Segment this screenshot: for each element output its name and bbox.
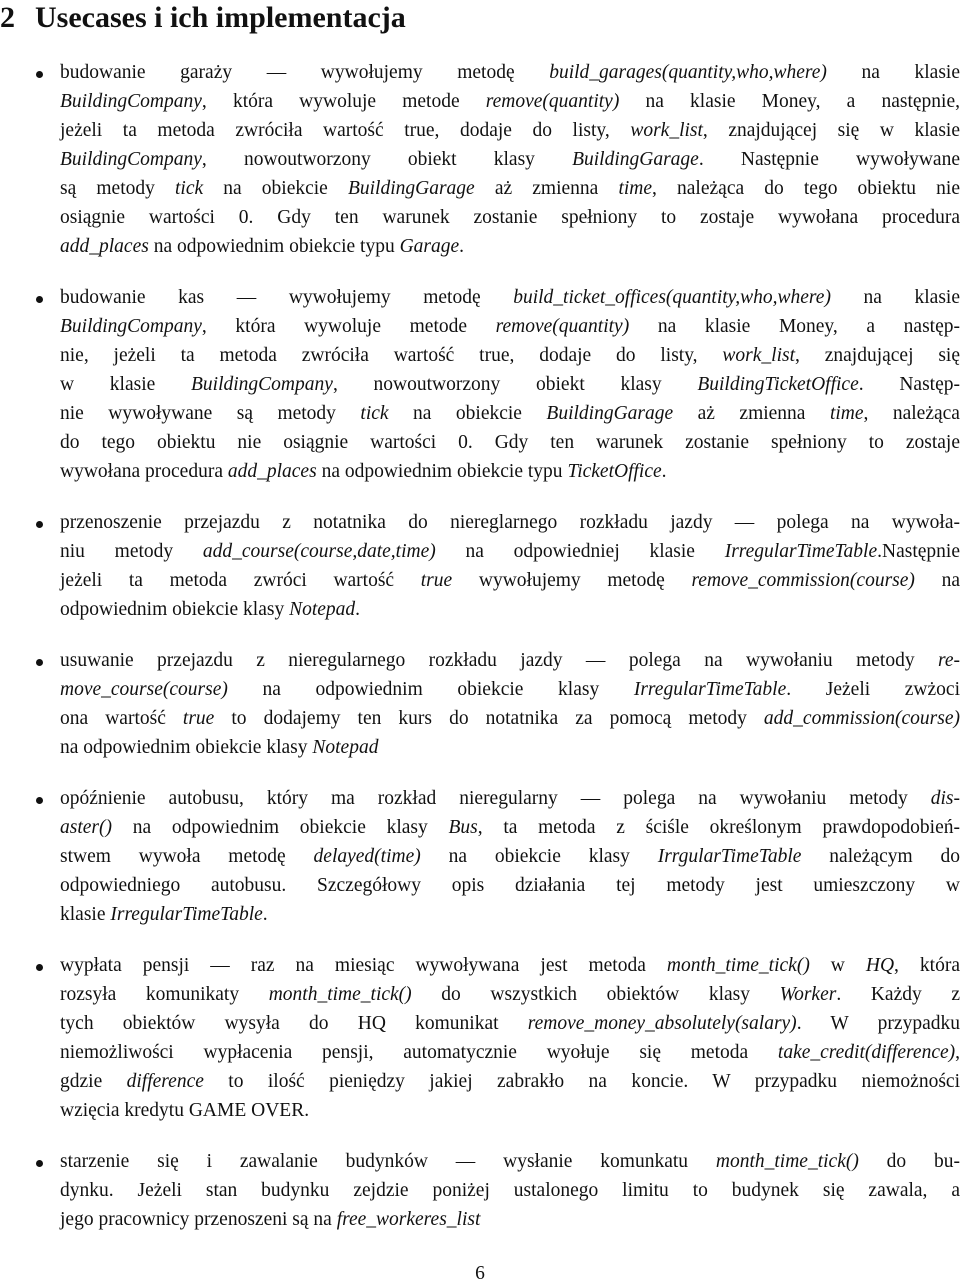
text-span: na klasie — [826, 62, 960, 83]
text-line — [60, 370, 960, 399]
code-term: remove_money_absolutely(salary) — [527, 1013, 797, 1034]
text-span: , która wywoluje metode — [201, 316, 496, 337]
text-span: , znajdującej się w klasie — [702, 120, 960, 141]
code-term: Worker — [779, 984, 837, 1005]
text-span: , nowoutworzony obiekt klasy — [332, 374, 698, 395]
list-item — [0, 951, 960, 1125]
code-term: build_ticket_offices(quantity,who,where) — [513, 287, 831, 308]
text-span: na odpowiednim obiekcie typu — [148, 236, 400, 257]
text-line — [60, 646, 960, 675]
text-line — [60, 283, 960, 312]
text-line — [60, 1147, 960, 1176]
code-term: true — [182, 708, 215, 729]
text-span: . Każdy z — [836, 984, 960, 1005]
text-line — [60, 813, 960, 842]
text-span: do tego obiektu nie osiągnie wartości 0. Gdy ten warunek zostanie spełniony to zostaje — [60, 432, 960, 453]
text-span: . — [262, 904, 268, 925]
text-span: . — [661, 461, 667, 482]
code-term: take_credit(difference) — [777, 1042, 956, 1063]
text-line — [60, 871, 960, 900]
text-line — [60, 312, 960, 341]
list-item — [0, 508, 960, 624]
text-span: jeżeli ta metoda zwróci wartość — [60, 570, 421, 591]
code-term: work_list — [722, 345, 795, 366]
text-span: niemożliwości wypłacenia pensji, automatycznie wyołuje się metoda — [60, 1042, 778, 1063]
code-term: remove_commission(course) — [691, 570, 915, 591]
text-span: na odpowiednim obiekcie klasy — [60, 737, 313, 758]
text-line — [60, 1096, 309, 1125]
text-line — [60, 595, 360, 624]
code-term: difference — [126, 1071, 204, 1092]
text-span: .Następnie — [877, 541, 960, 562]
text-span: dynku. Jeżeli stan budynku zejdzie poniżej ustalonego limitu to budynek się zawala, a — [60, 1180, 960, 1201]
text-span: osiągnie wartości 0. Gdy ten warunek zostanie spełniony to zostaje wywołana procedura — [60, 207, 960, 228]
text-span: opóźnienie autobusu, który ma rozkład nieregularny — polega na wywołaniu metody — [60, 788, 931, 809]
code-term: re- — [937, 650, 960, 671]
text-span: ona wartość — [60, 708, 183, 729]
text-span: na klasie — [830, 287, 960, 308]
text-span: , — [955, 1042, 960, 1063]
text-span: w klasie — [60, 374, 192, 395]
text-span: starzenie się i zawalanie budynków — wysłanie komunkatu — [60, 1151, 716, 1172]
list-item — [0, 1147, 960, 1234]
bullet-icon — [36, 521, 43, 528]
text-span: nie wywoływane są metody — [60, 403, 361, 424]
code-term: add_places — [60, 236, 149, 257]
text-line — [60, 116, 960, 145]
text-line — [60, 675, 960, 704]
bullet-icon — [36, 964, 43, 971]
bullet-icon — [36, 296, 43, 303]
text-span: do wszystkich obiektów klasy — [411, 984, 780, 1005]
code-term: Notepad — [289, 599, 356, 620]
text-span: . — [355, 599, 361, 620]
text-line — [60, 1067, 960, 1096]
text-span: budowanie garaży — wywołujemy metodę — [60, 62, 550, 83]
text-line — [60, 508, 960, 537]
code-term: IrregularTimeTable — [724, 541, 878, 562]
text-span: niu metody — [60, 541, 203, 562]
code-term: Garage — [399, 236, 460, 257]
code-term: move_course(course) — [60, 679, 228, 700]
text-span: w — [809, 955, 866, 976]
text-line — [60, 784, 960, 813]
text-span: , nowoutworzony obiekt klasy — [201, 149, 573, 170]
text-line — [60, 733, 378, 762]
code-term: remove(quantity) — [485, 91, 620, 112]
code-term: BuildingCompany — [60, 149, 202, 170]
text-span: jego pracownicy przenoszeni są na — [60, 1209, 337, 1230]
text-line — [60, 951, 960, 980]
code-term: tick — [174, 178, 204, 199]
section-number: 2 — [0, 1, 15, 34]
text-line — [60, 537, 960, 566]
text-line — [60, 704, 960, 733]
code-term: month_time_tick() — [268, 984, 412, 1005]
code-term: time — [829, 403, 864, 424]
text-span: klasie — [60, 904, 111, 925]
text-line — [60, 341, 960, 370]
code-term: work_list — [630, 120, 703, 141]
code-term: BuildingGarage — [546, 403, 674, 424]
text-line — [60, 87, 960, 116]
text-span: na — [914, 570, 960, 591]
text-line — [60, 232, 464, 261]
text-span: do bu- — [858, 1151, 960, 1172]
text-line — [60, 566, 960, 595]
text-line — [60, 1038, 960, 1067]
bullet-icon — [36, 797, 43, 804]
text-span: aż zmienna — [673, 403, 830, 424]
text-span: na klasie Money, a następnie, — [619, 91, 960, 112]
text-span: wywołujemy metodę — [452, 570, 692, 591]
text-span: odpowiednim obiekcie klasy — [60, 599, 290, 620]
text-span: wzięcia kredytu GAME OVER. — [60, 1100, 310, 1121]
text-span: na obiekcie klasy — [420, 846, 658, 867]
text-span: na obiekcie — [388, 403, 547, 424]
text-span: odpowiedniego autobusu. Szczegółowy opis działania tej metody jest umieszczony w — [60, 875, 960, 896]
list-item — [0, 283, 960, 486]
text-span: . W przypadku — [796, 1013, 960, 1034]
text-span: rozsyła komunikaty — [60, 984, 269, 1005]
text-line — [60, 900, 268, 929]
text-span: na odpowiednim obiekcie typu — [316, 461, 568, 482]
text-line — [60, 203, 960, 232]
bullet-icon — [36, 659, 43, 666]
text-span: na odpowiednim obiekcie klasy — [227, 679, 634, 700]
text-line — [60, 58, 960, 87]
text-span: gdzie — [60, 1071, 127, 1092]
list-item — [0, 58, 960, 261]
text-span: , która wywoluje metode — [201, 91, 486, 112]
code-term: month_time_tick() — [715, 1151, 859, 1172]
code-term: month_time_tick() — [666, 955, 810, 976]
text-span: są metody — [60, 178, 175, 199]
text-span: . Jeżeli zwżoci — [786, 679, 960, 700]
code-term: Notepad — [312, 737, 379, 758]
text-span: jeżeli ta metoda zwróciła wartość true, dodaje do listy, — [60, 120, 631, 141]
text-line — [60, 980, 960, 1009]
text-line — [60, 1205, 480, 1234]
code-term: aster() — [60, 817, 112, 838]
text-line — [60, 1176, 960, 1205]
text-span: na odpowiednim obiekcie klasy — [112, 817, 449, 838]
code-term: BuildingGarage — [347, 178, 475, 199]
text-span: , należąca — [863, 403, 960, 424]
code-term: true — [420, 570, 453, 591]
text-span: przenoszenie przejazdu z notatnika do niereglarnego rozkładu jazdy — polega na wywoła- — [60, 512, 960, 533]
text-span: . Następnie wywoływane — [698, 149, 960, 170]
code-term: BuildingCompany — [191, 374, 333, 395]
text-span: , która — [894, 955, 960, 976]
text-line — [60, 399, 960, 428]
text-span: to dodajemy ten kurs do notatnika za pomocą metody — [214, 708, 764, 729]
code-term: IrrgularTimeTable — [657, 846, 802, 867]
code-term: remove(quantity) — [495, 316, 630, 337]
code-term: time — [618, 178, 653, 199]
code-term: BuildingCompany — [60, 316, 202, 337]
text-span: na odpowiedniej klasie — [435, 541, 725, 562]
code-term: BuildingGarage — [572, 149, 699, 170]
code-term: BuildingTicketOffice — [697, 374, 859, 395]
text-span: nie, jeżeli ta metoda zwróciła wartość true, dodaje do listy, — [60, 345, 723, 366]
code-term: add_places — [227, 461, 317, 482]
text-line — [60, 174, 960, 203]
code-term: HQ — [865, 955, 895, 976]
text-span: budowanie kas — wywołujemy metodę — [60, 287, 514, 308]
text-span: na klasie Money, a następ- — [629, 316, 960, 337]
text-span: wypłata pensji — raz na miesiąc wywoływana jest metoda — [60, 955, 667, 976]
text-line — [60, 842, 960, 871]
code-term: IrregularTimeTable — [110, 904, 263, 925]
code-term: build_garages(quantity,who,where) — [549, 62, 827, 83]
text-span: na obiekcie — [203, 178, 348, 199]
code-term: free_workeres_list — [336, 1209, 481, 1230]
text-span: należącym do — [801, 846, 960, 867]
text-span: wywołana procedura — [60, 461, 228, 482]
code-term: dis- — [930, 788, 960, 809]
bullet-icon — [36, 71, 43, 78]
code-term: TicketOffice — [567, 461, 662, 482]
list-item — [0, 646, 960, 762]
text-span: aż zmienna — [474, 178, 619, 199]
text-span: , ta metoda z ściśle określonym prawdopodobień- — [477, 817, 960, 838]
text-line — [60, 1009, 960, 1038]
text-span: . Następ- — [858, 374, 960, 395]
code-term: BuildingCompany — [60, 91, 202, 112]
code-term: delayed(time) — [313, 846, 421, 867]
text-line — [60, 145, 960, 174]
code-term: add_commission(course) — [763, 708, 960, 729]
page-number: 6 — [475, 1263, 485, 1284]
section-title: Usecases i ich implementacja — [35, 1, 406, 34]
code-term: Bus — [448, 817, 478, 838]
code-term: tick — [360, 403, 389, 424]
text-span: , należąca do tego obiektu nie — [652, 178, 960, 199]
code-term: add_course(course,date,time) — [202, 541, 436, 562]
bullet-icon — [36, 1160, 43, 1167]
code-term: IrregularTimeTable — [633, 679, 787, 700]
section-heading — [0, 0, 960, 40]
text-line — [60, 457, 667, 486]
text-span: tych obiektów wysyła do HQ komunikat — [60, 1013, 528, 1034]
text-line — [60, 428, 960, 457]
text-span: , znajdującej się — [795, 345, 960, 366]
text-span: usuwanie przejazdu z nieregularnego rozkładu jazdy — polega na wywołaniu metody — [60, 650, 938, 671]
text-span: . — [459, 236, 465, 257]
text-span: to ilość pieniędzy jakiej zabrakło na koncie. W przypadku niemożności — [203, 1071, 960, 1092]
text-span: stwem wywoła metodę — [60, 846, 314, 867]
list-item — [0, 784, 960, 929]
